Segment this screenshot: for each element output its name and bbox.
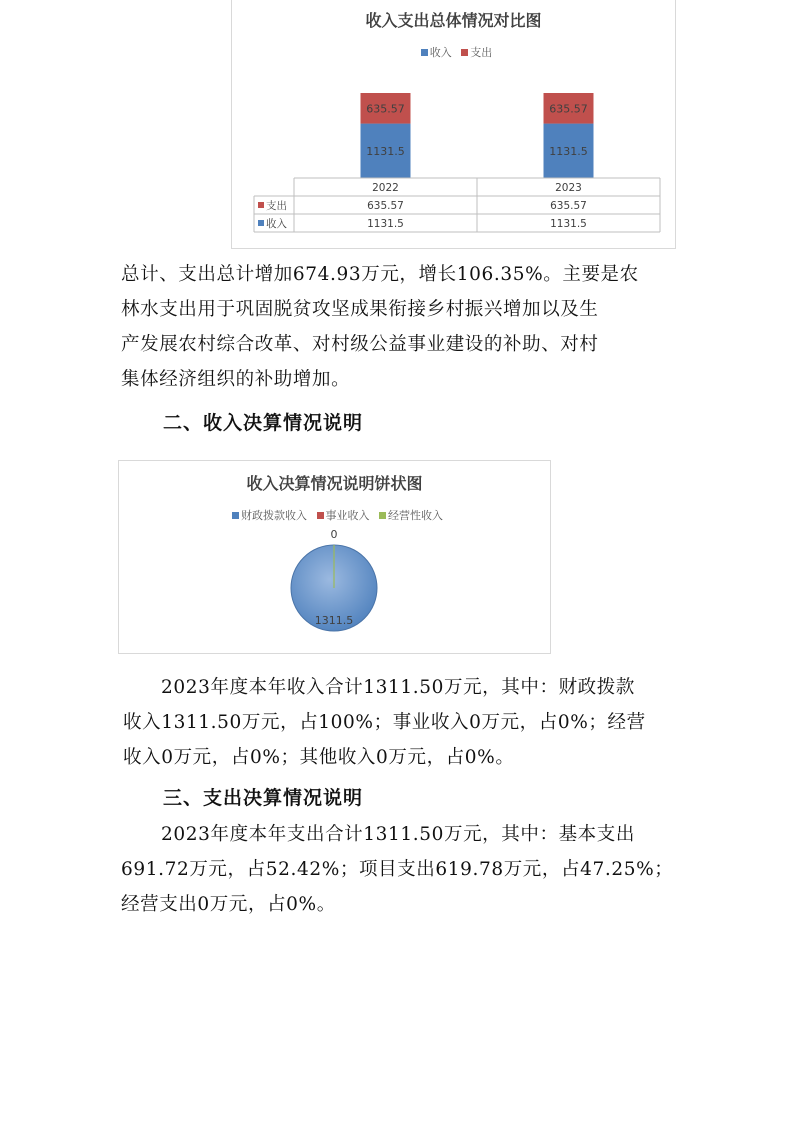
pie-chart-title: 收入决算情况说明饼状图 (246, 474, 423, 493)
bar-chart-title: 收入支出总体情况对比图 (365, 11, 542, 30)
pie-chart (118, 460, 551, 654)
text-line: 收入0万元，占0%；其他收入0万元，占0%。 (123, 747, 515, 768)
table-header-category: 2022 (372, 182, 399, 194)
pie-data-label-zero: 0 (330, 528, 338, 541)
data-label-income: 1131.5 (366, 144, 405, 158)
table-cell-expense: 635.57 (550, 200, 587, 212)
pie-data-label-fiscal: 1311.5 (314, 614, 354, 627)
text-line: 收入1311.50万元，占100%；事业收入0万元，占0%；经营 (123, 712, 646, 733)
table-cell-income: 1131.5 (367, 218, 404, 230)
bar-chart-plot (232, 0, 675, 248)
text-line: 总计、支出总计增加674.93万元，增长106.35%。主要是农 (121, 264, 639, 285)
data-label-expense: 635.57 (549, 102, 588, 116)
text-line: 集体经济组织的补助增加。 (121, 369, 351, 390)
text-line: 2023年度本年支出合计1311.50万元，其中：基本支出 (161, 824, 635, 845)
text-line: 2023年度本年收入合计1311.50万元，其中：财政拨款 (161, 677, 635, 698)
text-line: 经营支出0万元，占0%。 (121, 894, 336, 915)
data-label-expense: 635.57 (366, 102, 405, 116)
legend-label-fiscal: 财政拨款收入 (241, 509, 307, 522)
paragraph-income-detail (123, 670, 668, 775)
legend-label-operating: 经营性收入 (388, 509, 443, 522)
table-cell-expense: 635.57 (367, 200, 404, 212)
paragraph-expense-detail (121, 817, 681, 922)
paragraph-expense-summary (121, 257, 666, 397)
table-header-category: 2023 (555, 182, 582, 194)
table-key-income (258, 220, 264, 226)
legend-label-business: 事业收入 (325, 509, 370, 522)
heading-expense-section: 三、支出决算情况说明 (163, 787, 364, 809)
text-line: 产发展农村综合改革、对村级公益事业建设的补助、对村 (121, 334, 599, 355)
pie-chart-plot (119, 461, 550, 653)
heading-income-section: 二、收入决算情况说明 (163, 412, 364, 434)
table-row-label-income: 收入 (266, 218, 287, 230)
table-row-label-expense: 支出 (266, 200, 287, 212)
data-label-income: 1131.5 (549, 144, 588, 158)
legend-label-income: 收入 (429, 46, 452, 59)
legend-label-expense: 支出 (470, 46, 493, 59)
bar-chart (231, 0, 676, 249)
table-cell-income: 1131.5 (550, 218, 587, 230)
table-key-expense (258, 202, 264, 208)
text-line: 691.72万元，占52.42%；项目支出619.78万元，占47.25%； (121, 859, 674, 880)
text-line: 林水支出用于巩固脱贫攻坚成果衔接乡村振兴增加以及生 (121, 299, 599, 320)
